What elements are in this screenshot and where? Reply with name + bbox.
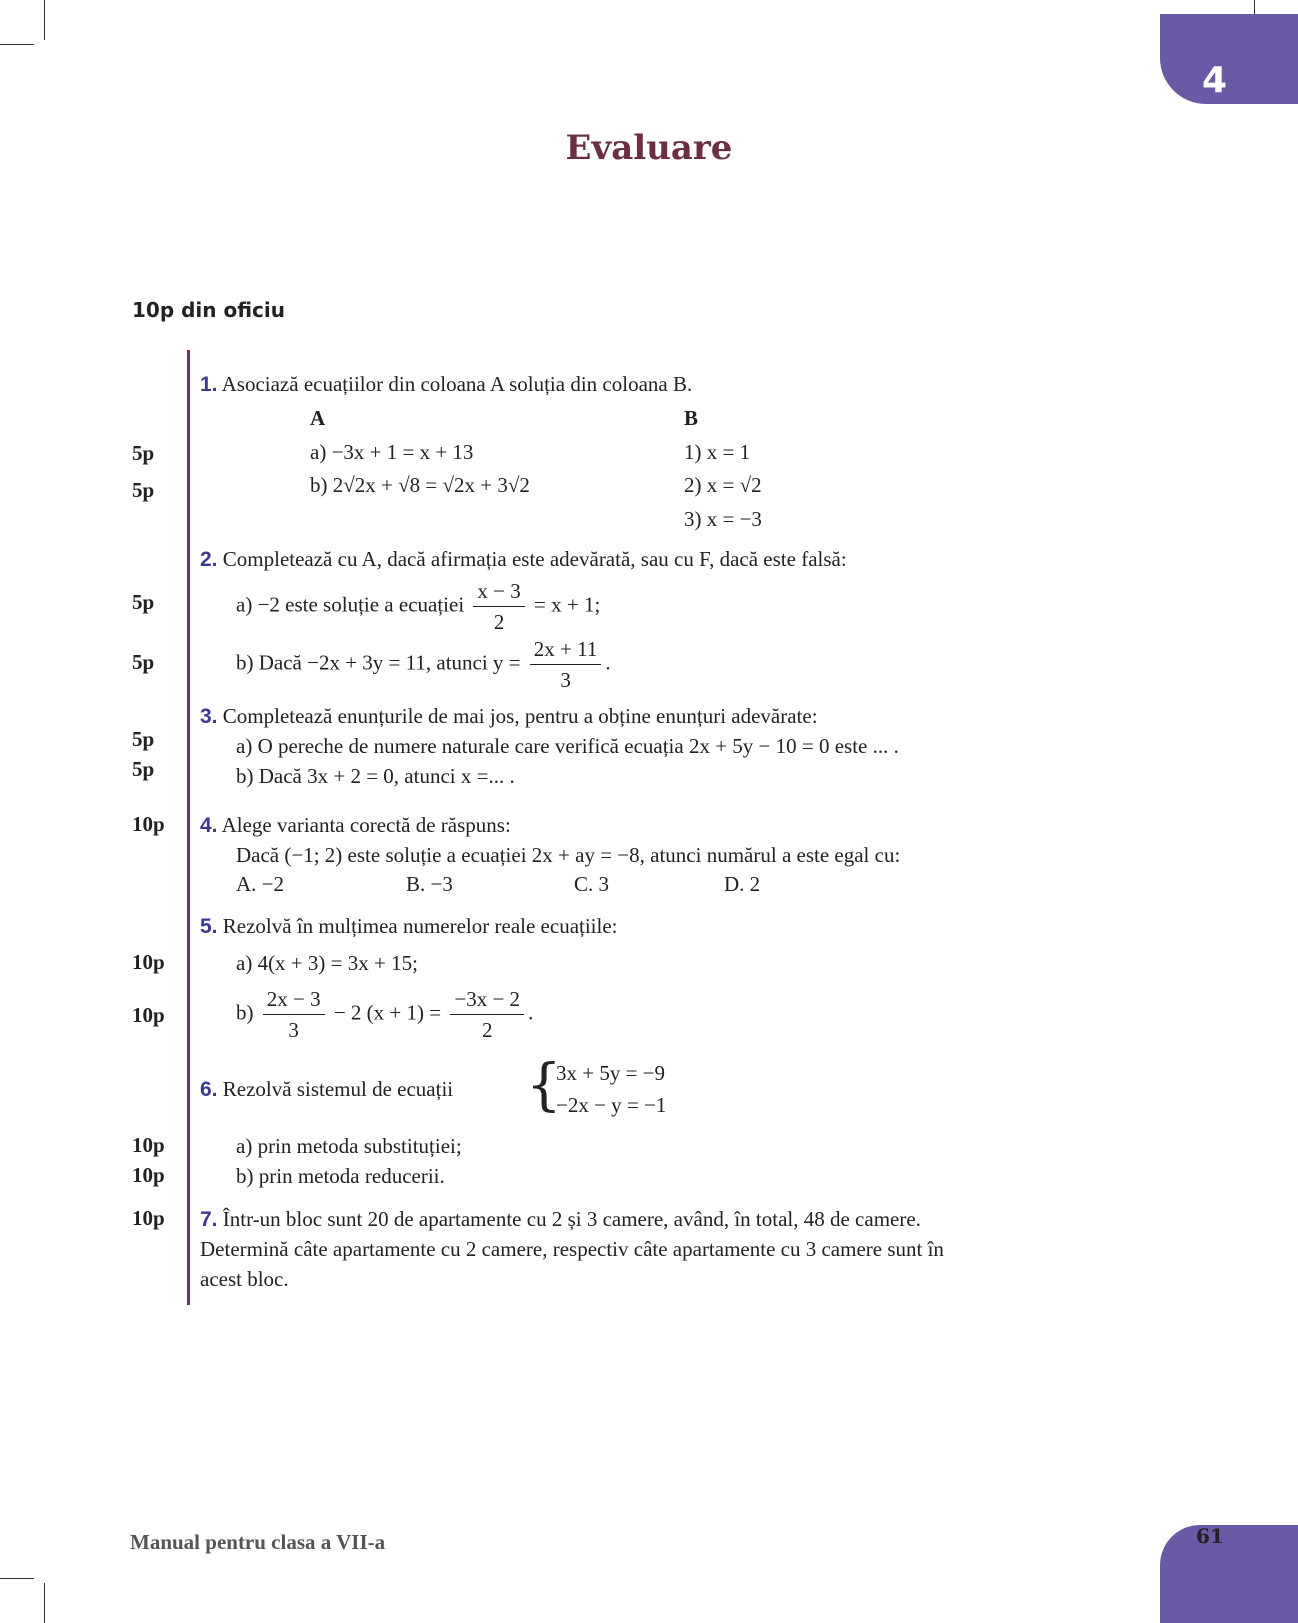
fraction-denominator: 2 xyxy=(493,610,505,634)
fraction xyxy=(450,986,524,1043)
fraction-denominator: 2 xyxy=(481,1018,493,1042)
answer-option: C. 3 xyxy=(574,872,610,896)
item-label: b) xyxy=(236,1000,254,1025)
column-b-item: 2) x = √2 xyxy=(684,473,762,497)
system-equation: 3x + 5y = −9 xyxy=(556,1061,666,1085)
question-number: 2. xyxy=(200,548,218,571)
crop-mark xyxy=(0,1578,34,1579)
statement-text: . xyxy=(528,1000,534,1025)
question-number: 7. xyxy=(200,1208,218,1231)
question-number: 5. xyxy=(200,915,218,938)
crop-mark xyxy=(44,0,45,40)
chapter-number: 4 xyxy=(1202,60,1228,101)
question-7-text: Determină câte apartamente cu 2 camere, respectiv câte apartamente cu 3 camere sunt în xyxy=(200,1237,944,1261)
page-title: Evaluare xyxy=(565,128,733,168)
statement-text: − 2 (x + 1) = xyxy=(333,1000,442,1025)
question-prompt: Completează enunțurile de mai jos, pentru a obține enunțuri adevărate: xyxy=(222,704,818,728)
points-label: 5p xyxy=(132,441,155,465)
question-6-b: b) prin metoda reducerii. xyxy=(236,1164,445,1188)
question-prompt: Alege varianta corectă de răspuns: xyxy=(221,813,511,837)
answer-option: D. 2 xyxy=(724,872,761,896)
question-4 xyxy=(200,812,511,839)
statement-text: a) −2 este soluție a ecuației xyxy=(236,592,465,617)
points-label: 10p xyxy=(132,1206,165,1230)
question-2-a xyxy=(236,578,600,635)
question-prompt: Completează cu A, dacă afirmația este adevărată, sau cu F, dacă este falsă: xyxy=(222,547,847,571)
points-label: 5p xyxy=(132,727,155,751)
statement-text: . xyxy=(605,650,611,675)
points-label: 5p xyxy=(132,650,155,674)
question-3 xyxy=(200,703,818,730)
question-prompt: Asociază ecuațiilor din coloana A soluția din coloana B. xyxy=(221,372,693,396)
column-a-item: b) 2√2x + √8 = √2x + 3√2 xyxy=(310,473,530,497)
system-equation: −2x − y = −1 xyxy=(556,1093,667,1117)
crop-mark xyxy=(44,1583,45,1623)
fraction xyxy=(473,578,524,635)
question-2-b xyxy=(236,636,611,693)
fraction xyxy=(530,636,602,693)
points-label: 5p xyxy=(132,590,155,614)
column-a-header: A xyxy=(310,406,326,430)
question-3-b: b) Dacă 3x + 2 = 0, atunci x =... . xyxy=(236,764,515,788)
chapter-tab xyxy=(1160,14,1298,104)
fraction-numerator: x − 3 xyxy=(473,578,524,607)
question-number: 3. xyxy=(200,705,218,728)
column-a-item: a) −3x + 1 = x + 13 xyxy=(310,440,474,464)
system-brace: { xyxy=(526,1053,562,1118)
question-number: 6. xyxy=(200,1078,218,1101)
fraction xyxy=(263,986,325,1043)
question-6-a: a) prin metoda substituției; xyxy=(236,1134,462,1158)
question-1 xyxy=(200,371,692,398)
question-number: 1. xyxy=(200,373,218,396)
question-2 xyxy=(200,546,847,573)
statement-text: b) Dacă −2x + 3y = 11, atunci y = xyxy=(236,650,521,675)
points-label: 5p xyxy=(132,478,155,502)
answer-option: A. −2 xyxy=(236,872,285,896)
column-b-item: 1) x = 1 xyxy=(684,440,751,464)
points-label: 10p xyxy=(132,812,165,836)
question-6 xyxy=(200,1076,453,1103)
book-title: Manual pentru clasa a VII-a xyxy=(130,1530,386,1554)
question-7 xyxy=(200,1206,921,1233)
question-3-a: a) O pereche de numere naturale care verifică ecuația 2x + 5y − 10 = 0 este ... . xyxy=(236,734,899,758)
points-label: 10p xyxy=(132,1003,165,1027)
question-prompt: Rezolvă în mulțimea numerelor reale ecuațiile: xyxy=(222,914,618,938)
margin-rule xyxy=(187,350,190,1305)
points-label: 5p xyxy=(132,757,155,781)
column-b-item: 3) x = −3 xyxy=(684,507,762,531)
column-b-header: B xyxy=(684,406,699,430)
answer-option: B. −3 xyxy=(406,872,453,896)
question-prompt: Rezolvă sistemul de ecuații xyxy=(222,1077,454,1101)
question-5 xyxy=(200,913,618,940)
question-prompt: Într-un bloc sunt 20 de apartamente cu 2 și 3 camere, având, în total, 48 de camere. xyxy=(222,1207,921,1231)
fraction-numerator: 2x + 11 xyxy=(530,636,602,665)
question-5-a: a) 4(x + 3) = 3x + 15; xyxy=(236,951,418,975)
fraction-denominator: 3 xyxy=(560,668,571,692)
crop-mark xyxy=(0,44,34,45)
fraction-numerator: −3x − 2 xyxy=(450,986,524,1015)
oficiu-points: 10p din oficiu xyxy=(132,298,285,322)
fraction-denominator: 3 xyxy=(288,1018,299,1042)
points-label: 10p xyxy=(132,950,165,974)
question-5-b xyxy=(236,986,533,1043)
points-label: 10p xyxy=(132,1133,165,1157)
question-4-statement: Dacă (−1; 2) este soluție a ecuației 2x + ay = −8, atunci numărul a este egal cu: xyxy=(236,843,901,867)
points-label: 10p xyxy=(132,1163,165,1187)
question-7-text: acest bloc. xyxy=(200,1267,289,1291)
page-number: 61 xyxy=(1196,1524,1224,1548)
page-number-tab xyxy=(1160,1525,1298,1623)
statement-text: = x + 1; xyxy=(534,592,601,617)
question-number: 4. xyxy=(200,814,218,837)
fraction-numerator: 2x − 3 xyxy=(263,986,325,1015)
